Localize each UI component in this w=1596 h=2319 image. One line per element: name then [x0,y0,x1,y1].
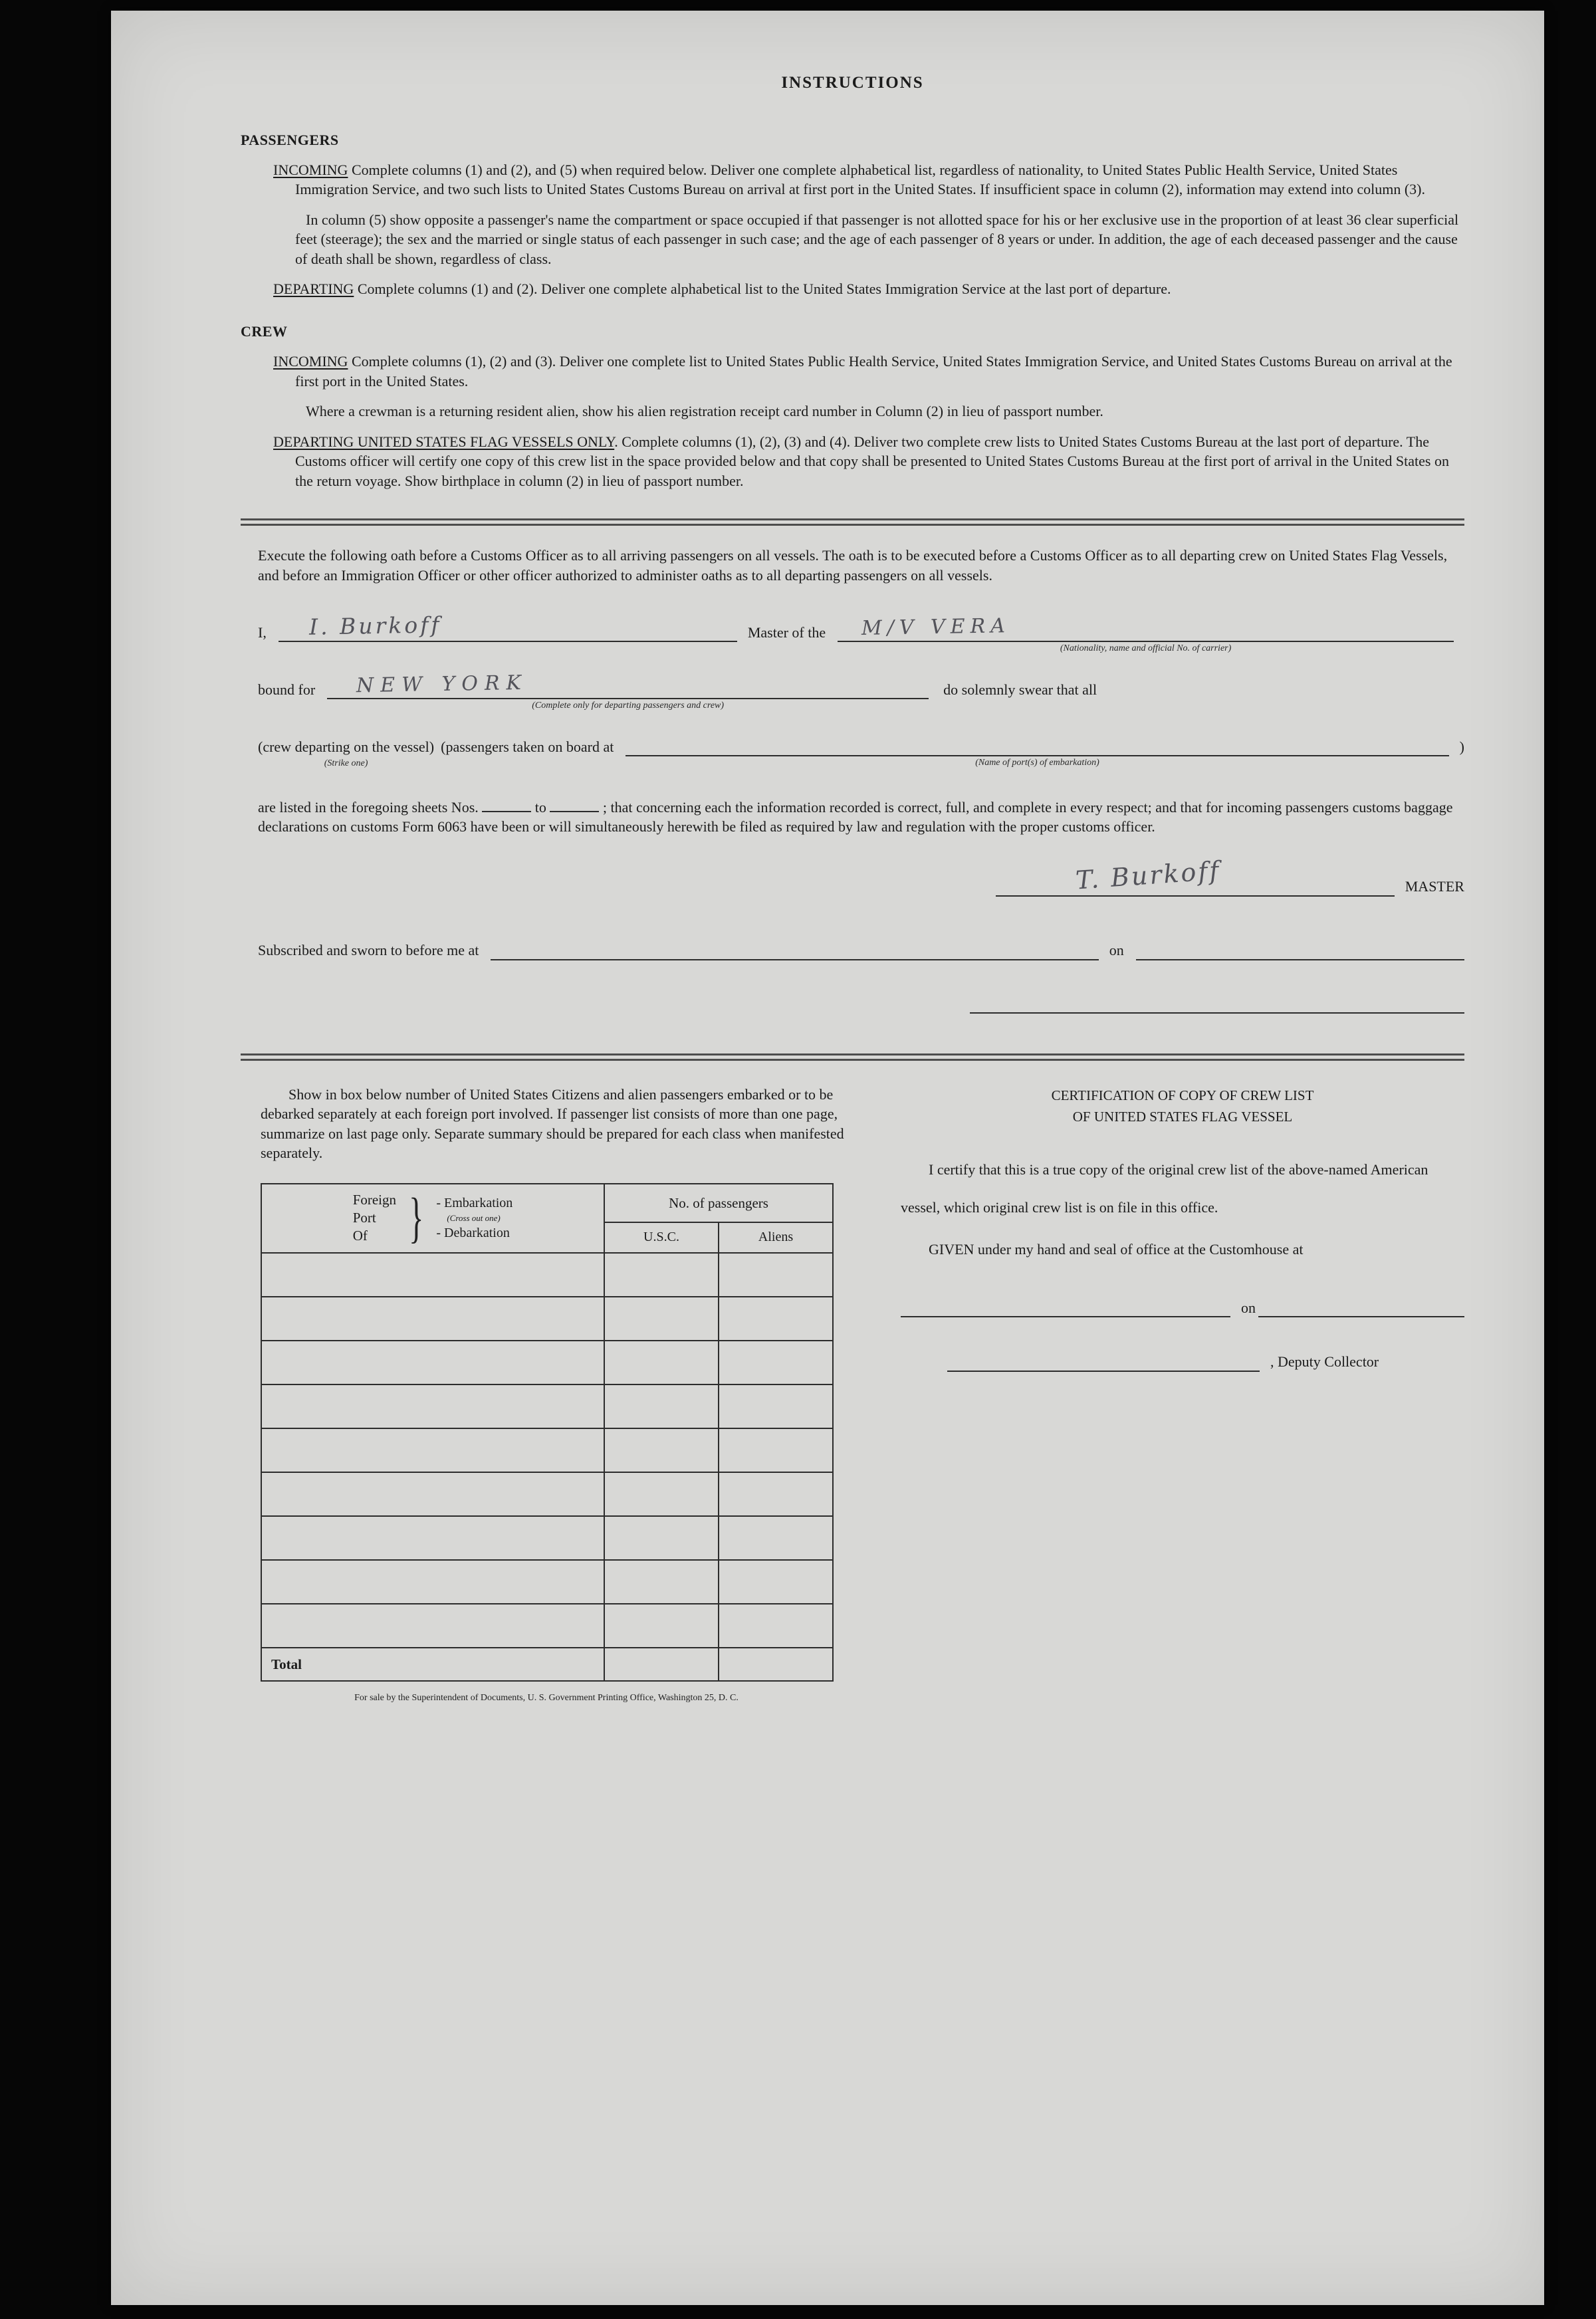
cross-out-one-caption: (Cross out one) [447,1212,501,1223]
master-signature-field [996,855,1395,897]
vessel-field [838,613,1454,653]
table-cell-aliens [719,1560,833,1604]
document-page [111,11,1544,2305]
table-cell-port [261,1297,604,1341]
strike-one-caption: (Strike one) [324,758,368,768]
strike-row [258,736,1464,768]
passenger-summary-table [261,1183,834,1682]
table-cell-aliens [719,1297,833,1341]
foreign-port-header-cell [261,1184,604,1253]
crew-departing-label: DEPARTING UNITED STATES FLAG VESSELS ONLY [273,433,615,450]
table-cell-usc [604,1560,719,1604]
page-title: INSTRUCTIONS [781,74,924,92]
table-cell-aliens [719,1516,833,1560]
page-content [241,72,1464,1705]
embarkation-port-caption: (Name of port(s) of embarkation) [975,758,1099,768]
certification-place-row [901,1298,1464,1317]
certification-body: I certify that this is a true copy of the original crew list of the above-named American vessel, which original crew list is on file in this office. [901,1161,1428,1216]
crew-alien-paragraph: Where a crewman is a returning resident alien, show his alien registration receipt card number in Column (2) in lieu of passport number. [306,403,1103,420]
section-divider-2 [241,1053,1464,1061]
passengers-column5-paragraph: In column (5) show opposite a passenger's name the compartment or space occupied if that passenger is not allotted space for his or her exclusive use in the proportion of at least 36 clear superficial feet (steerage); the sex and the married or single status of each passenger in such case; and the age of each passenger of 8 years or under. In addition, the age of each deceased passenger and the cause of death shall be shown, regardless of class. [295,211,1459,267]
passengers-count-header: No. of passengers [604,1184,833,1222]
bottom-section [241,1085,1464,1705]
table-cell-aliens [719,1604,833,1648]
table-cell-port [261,1341,604,1384]
crew-departing-text: . Complete columns (1), (2), (3) and (4). Deliver two complete crew lists to United States Customs Bureau at the last port of departure. The Customs officer will certify one copy of this crew list in the space provided below and that copy shall be presented to United States Customs Bureau at the first port of arrival in the United States on the return voyage. Show birthplace in column (2) in lieu of passport number. [295,433,1449,489]
crew-departing-phrase: (crew departing on the vessel) (Strike one) [258,738,435,768]
embarkation-port-field [626,736,1448,768]
table-cell-aliens [719,1384,833,1428]
table-cell-port [261,1604,604,1648]
table-cell-usc [604,1341,719,1384]
table-cell-aliens [719,1428,833,1472]
departing-label: DEPARTING [273,280,354,298]
embarkation-label: - Embarkation [436,1195,513,1210]
bound-for-handwriting: NEW YORK [356,671,528,698]
oath-intro-paragraph: Execute the following oath before a Customs Officer as to all arriving passengers on all vessels. The oath is to be executed before a Customs Officer as to all departing crew on United States Flag Vessels, and before an Immigration Officer or other officer authorized to administer oaths as to all departing passengers on all vessels. [258,547,1448,584]
passengers-incoming-paragraph [273,160,1464,199]
oath-section [258,546,1464,1014]
crew-incoming-paragraph [273,352,1464,391]
table-row [261,1341,833,1384]
summary-column [261,1085,862,1705]
crew-heading: CREW [241,322,288,340]
table-cell-usc [604,1516,719,1560]
table-cell-port [261,1253,604,1297]
passengers-taken-phrase: (passengers taken on board at [441,738,614,755]
brace-glyph: } [409,1187,424,1249]
bound-for-field [327,671,929,711]
officer-signature-line [970,1012,1464,1014]
table-row [261,1516,833,1560]
table-cell-usc [604,1384,719,1428]
signature-row [258,855,1464,897]
bound-for-row [258,671,1464,711]
deputy-collector-row [901,1352,1464,1371]
table-cell-port [261,1516,604,1560]
master-name-handwriting: I. Burkoff [308,611,442,640]
deputy-signature-field [947,1353,1260,1372]
total-usc-cell [604,1648,719,1681]
passengers-heading: PASSENGERS [241,131,339,148]
table-row [261,1428,833,1472]
usc-header: U.S.C. [604,1222,719,1253]
certification-title: CERTIFICATION OF COPY OF CREW LIST OF UNITED STATES FLAG VESSEL [1051,1087,1314,1125]
sheets-listed-paragraph: are listed in the foregoing sheets Nos. to ; that concerning each the information recorded is correct, full, and complete in every respect; and that for incoming passengers customs baggage declarations on customs Form 6063 have been or will simultaneously herewith be filed as required by law and regulation with the proper customs officer. [258,799,1453,835]
table-cell-usc [604,1604,719,1648]
certification-date-field [1258,1299,1464,1317]
swear-text: do solemnly swear that all [943,681,1097,698]
table-row [261,1560,833,1604]
table-row [261,1297,833,1341]
summary-instructions: Show in box below number of United States Citizens and alien passengers embarked or to be debarked separately at each foreign port involved. If passenger list consists of more than one page, summarize on last page only. Separate summary should be prepared for each class when manifested separately. [261,1085,844,1162]
subscribed-label: Subscribed and sworn to before me at [258,942,479,959]
table-cell-port [261,1472,604,1516]
departing-text: Complete columns (1) and (2). Deliver one complete alphabetical list to the United States Immigration Service at the last port of departure. [354,280,1171,298]
crew-departing-paragraph [273,432,1464,491]
customhouse-place-field [901,1299,1230,1317]
master-title-label: MASTER [1405,878,1464,895]
aliens-header: Aliens [719,1222,833,1253]
sheet-from-field [482,798,531,812]
table-cell-aliens [719,1472,833,1516]
table-row [261,1384,833,1428]
certification-column [901,1085,1464,1705]
subscribed-row [258,940,1464,960]
gpo-footnote: For sale by the Superintendent of Documents, U. S. Government Printing Office, Washington 25, D. C. [354,1692,739,1703]
crew-incoming-label: INCOMING [273,353,348,370]
total-row [261,1648,833,1681]
table-row [261,1253,833,1297]
crew-incoming-text: Complete columns (1), (2) and (3). Deliver one complete list to United States Public Health Service, United States Immigration Service, and United States Customs Bureau on arrival at the first port in the United States. [295,353,1452,389]
master-name-row [258,611,1464,653]
table-cell-port [261,1560,604,1604]
table-cell-usc [604,1297,719,1341]
section-divider [241,518,1464,526]
total-label: Total [261,1648,604,1681]
i-label: I, [258,623,267,641]
table-cell-usc [604,1253,719,1297]
master-signature-handwriting: T. Burkoff [1074,855,1222,895]
subscribed-on-label: on [1109,942,1124,959]
table-cell-port [261,1384,604,1428]
certification-given: GIVEN under my hand and seal of office at the Customhouse at [929,1241,1304,1258]
incoming-text: Complete columns (1) and (2), and (5) when required below. Deliver one complete alphabetical list, regardless of nationality, to United States Public Health Service, United States Immigration Service, and two such lists to United States Customs Bureau on arrival at first port in the United States. If insufficient space in column (2), information may extend into column (3). [295,161,1425,198]
debarkation-label: - Debarkation [436,1225,510,1240]
bound-for-label: bound for [258,681,316,698]
subscribed-date-field [1136,940,1464,960]
passengers-departing-paragraph [273,279,1464,298]
incoming-label: INCOMING [273,161,348,178]
master-name-field [279,611,737,642]
table-row [261,1472,833,1516]
vessel-caption: (Nationality, name and official No. of carrier) [1060,643,1232,653]
certification-on-label: on [1241,1299,1256,1316]
table-cell-usc [604,1472,719,1516]
sheet-to-field [550,798,599,812]
close-paren: ) [1459,738,1464,755]
embark-debark-labels [436,1195,513,1242]
table-cell-aliens [719,1253,833,1297]
master-of-the-label: Master of the [747,623,826,641]
table-cell-port [261,1428,604,1472]
table-cell-usc [604,1428,719,1472]
deputy-collector-label: , Deputy Collector [1270,1353,1379,1371]
table-cell-aliens [719,1341,833,1384]
bound-for-caption: (Complete only for departing passengers and crew) [532,701,725,711]
subscribed-place-field [491,940,1098,960]
vessel-handwriting: M/V VERA [861,613,1011,640]
table-row [261,1604,833,1648]
foreign-port-label: Foreign Port Of [352,1191,397,1244]
total-aliens-cell [719,1648,833,1681]
